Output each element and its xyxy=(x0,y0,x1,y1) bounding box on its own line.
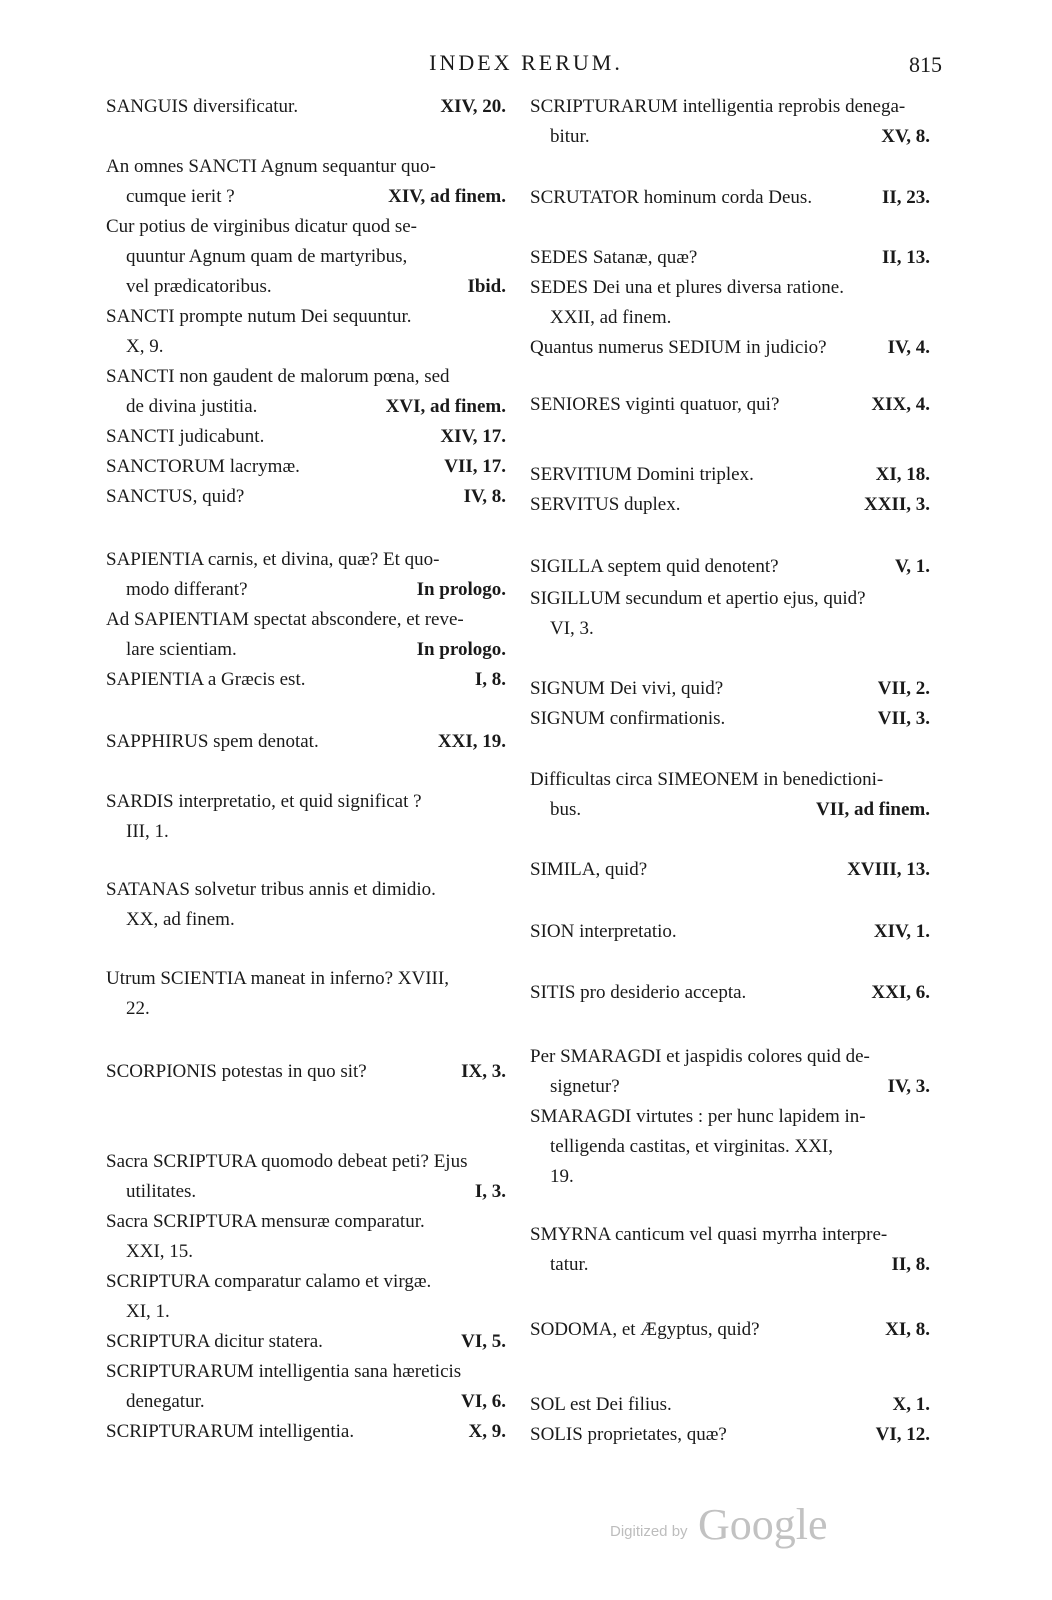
entry-text: lare scientiam. xyxy=(126,639,237,660)
entry-reference: I, 8. xyxy=(474,669,506,690)
entry-text: de divina justitia. xyxy=(126,396,258,417)
entry-text: SANCTI judicabunt. xyxy=(106,426,265,447)
entry-reference: V, 1. xyxy=(894,556,930,577)
entry-line: XXI, 15. xyxy=(126,1241,194,1262)
entry-text: SANGUIS diversificatur. xyxy=(106,96,299,117)
entry-text: SANCTORUM lacrymæ. xyxy=(106,456,300,477)
entry-reference: XIV, 20. xyxy=(440,96,506,117)
index-entry xyxy=(106,605,506,665)
entry-line: Difficultas circa SIMEONEM in benedictioni- xyxy=(530,769,884,790)
index-entry xyxy=(530,917,930,947)
entry-reference: XXI, 19. xyxy=(437,731,506,752)
index-entry xyxy=(106,152,506,212)
index-entry xyxy=(106,1357,506,1417)
entry-text: SIGNUM Dei vivi, quid? xyxy=(530,678,724,699)
entry-reference: IV, 3. xyxy=(887,1076,930,1097)
entry-line: SCRIPTURARUM intelligentia reprobis denega- xyxy=(530,96,906,117)
entry-line: Utrum SCIENTIA maneat in inferno? XVIII, xyxy=(106,968,449,989)
entry-reference: XIX, 4. xyxy=(871,394,930,415)
index-entry xyxy=(530,1390,930,1420)
entry-line xyxy=(530,490,930,520)
entry-line xyxy=(106,182,506,212)
index-entry xyxy=(106,1327,506,1357)
entry-line xyxy=(530,390,930,420)
index-entry xyxy=(106,1207,506,1267)
entry-reference: Ibid. xyxy=(467,276,506,297)
index-entry xyxy=(530,273,930,333)
entry-text: SCRUTATOR hominum corda Deus. xyxy=(530,187,813,208)
entry-line xyxy=(106,665,506,695)
entry-text: SCRIPTURA dicitur statera. xyxy=(106,1331,323,1352)
entry-line: SMARAGDI virtutes : per hunc lapidem in- xyxy=(530,1106,866,1127)
index-entry xyxy=(530,1042,930,1102)
entry-text: denegatur. xyxy=(126,1391,205,1412)
entry-text: SAPIENTIA a Græcis est. xyxy=(106,669,306,690)
entry-line: SANCTI prompte nutum Dei sequuntur. xyxy=(106,306,412,327)
index-entry xyxy=(106,545,506,605)
entry-reference: In prologo. xyxy=(416,579,506,600)
entry-line: 19. xyxy=(550,1166,574,1187)
entry-text: modo differant? xyxy=(126,579,248,600)
entry-text: Quantus numerus SEDIUM in judicio? xyxy=(530,337,827,358)
entry-reference: X, 9. xyxy=(468,1421,506,1442)
entry-reference: XXII, 3. xyxy=(864,494,930,515)
index-entry xyxy=(530,390,930,420)
entry-reference: II, 13. xyxy=(881,247,930,268)
entry-text: SAPPHIRUS spem denotat. xyxy=(106,731,319,752)
entry-line xyxy=(106,727,506,757)
index-entry xyxy=(530,584,930,644)
entry-line xyxy=(530,704,930,734)
entry-line: III, 1. xyxy=(126,821,169,842)
index-entry xyxy=(530,1220,930,1280)
entry-line xyxy=(530,1315,930,1345)
page-number: 815 xyxy=(909,52,942,77)
index-entry xyxy=(106,92,506,122)
index-entry xyxy=(530,183,930,213)
entry-line: Sacra SCRIPTURA quomodo debeat peti? Ejus xyxy=(106,1151,468,1172)
entry-line: XX, ad finem. xyxy=(126,909,235,930)
entry-line xyxy=(106,635,506,665)
entry-text: SIGNUM confirmationis. xyxy=(530,708,726,729)
entry-reference: VII, 3. xyxy=(877,708,930,729)
entry-line xyxy=(106,452,506,482)
index-entry xyxy=(106,875,506,935)
entry-line xyxy=(106,392,506,422)
entry-text: SEDES Satanæ, quæ? xyxy=(530,247,698,268)
index-entry xyxy=(530,674,930,704)
entry-line xyxy=(106,1387,506,1417)
entry-text: SERVITIUM Domini triplex. xyxy=(530,464,754,485)
entry-text: SOL est Dei filius. xyxy=(530,1394,672,1415)
entry-line: An omnes SANCTI Agnum sequantur quo- xyxy=(106,156,436,177)
entry-text: SCORPIONIS potestas in quo sit? xyxy=(106,1061,367,1082)
entry-line xyxy=(530,1420,930,1450)
entry-reference: XI, 8. xyxy=(885,1319,930,1340)
entry-reference: XVI, ad finem. xyxy=(385,396,506,417)
index-entry xyxy=(106,727,506,757)
entry-line xyxy=(106,1417,506,1447)
entry-text: utilitates. xyxy=(126,1181,197,1202)
index-entry xyxy=(530,765,930,825)
entry-text: SENIORES viginti quatuor, qui? xyxy=(530,394,780,415)
index-entry xyxy=(530,92,930,152)
entry-reference: XIV, 17. xyxy=(440,426,506,447)
entry-text: signetur? xyxy=(550,1076,620,1097)
entry-line xyxy=(530,460,930,490)
entry-line: SCRIPTURARUM intelligentia sana hæreticis xyxy=(106,1361,462,1382)
entry-text: vel prædicatoribus. xyxy=(126,276,272,297)
page-header xyxy=(0,50,1052,80)
entry-line: SMYRNA canticum vel quasi myrrha interpre- xyxy=(530,1224,888,1245)
entry-line: SCRIPTURA comparatur calamo et virgæ. xyxy=(106,1271,432,1292)
entry-text: SIMILA, quid? xyxy=(530,859,648,880)
entry-line xyxy=(530,1250,930,1280)
entry-reference: VI, 12. xyxy=(875,1424,930,1445)
index-entry xyxy=(106,482,506,512)
entry-reference: In prologo. xyxy=(416,639,506,660)
entry-reference: IV, 4. xyxy=(887,337,930,358)
entry-reference: XV, 8. xyxy=(881,126,930,147)
entry-line: X, 9. xyxy=(126,336,164,357)
entry-text: bus. xyxy=(550,799,582,820)
index-entry xyxy=(106,302,506,362)
entry-line xyxy=(106,92,506,122)
index-entry xyxy=(106,452,506,482)
entry-text: cumque ierit ? xyxy=(126,186,235,207)
entry-line: SEDES Dei una et plures diversa ratione. xyxy=(530,277,844,298)
entry-reference: VII, 2. xyxy=(877,678,930,699)
entry-reference: IV, 8. xyxy=(463,486,506,507)
entry-text: SERVITUS duplex. xyxy=(530,494,681,515)
entry-line xyxy=(106,482,506,512)
index-entry xyxy=(530,490,930,520)
entry-line xyxy=(530,917,930,947)
entry-reference: XIV, 1. xyxy=(873,921,930,942)
index-entry xyxy=(106,787,506,847)
entry-line: Sacra SCRIPTURA mensuræ comparatur. xyxy=(106,1211,425,1232)
entry-reference: VI, 6. xyxy=(461,1391,506,1412)
index-entry xyxy=(106,362,506,422)
entry-line: VI, 3. xyxy=(550,618,594,639)
index-entry xyxy=(530,855,930,885)
entry-text: SCRIPTURARUM intelligentia. xyxy=(106,1421,355,1442)
index-entry xyxy=(106,964,506,1024)
entry-reference: VI, 5. xyxy=(461,1331,506,1352)
entry-text: tatur. xyxy=(550,1254,589,1275)
entry-line: SAPIENTIA carnis, et divina, quæ? Et quo- xyxy=(106,549,440,570)
digitized-by-text: Digitized by xyxy=(610,1523,688,1540)
entry-line xyxy=(530,795,930,825)
entry-reference: XVIII, 13. xyxy=(847,859,930,880)
entry-line xyxy=(106,272,506,302)
index-entry xyxy=(530,1315,930,1345)
index-entry xyxy=(106,1267,506,1327)
entry-line xyxy=(530,1072,930,1102)
entry-line: XI, 1. xyxy=(126,1301,170,1322)
entry-line xyxy=(530,1390,930,1420)
entry-text: SIGILLA septem quid denotent? xyxy=(530,556,779,577)
entry-reference: I, 3. xyxy=(474,1181,506,1202)
entry-line: quuntur Agnum quam de martyribus, xyxy=(126,246,408,267)
index-entry xyxy=(530,552,930,582)
entry-reference: VII, 17. xyxy=(444,456,506,477)
index-entry xyxy=(106,212,506,302)
index-entry xyxy=(530,243,930,273)
entry-line xyxy=(530,978,930,1008)
entry-line: SIGILLUM secundum et apertio ejus, quid? xyxy=(530,588,866,609)
entry-reference: XIV, ad finem. xyxy=(388,186,506,207)
page-title: INDEX RERUM. xyxy=(429,50,623,75)
entry-line: SARDIS interpretatio, et quid significat ? xyxy=(106,791,422,812)
entry-line: 22. xyxy=(126,998,150,1019)
index-entry xyxy=(106,1057,506,1087)
entry-reference: II, 23. xyxy=(881,187,930,208)
entry-line xyxy=(530,674,930,704)
entry-reference: IX, 3. xyxy=(461,1061,506,1082)
entry-reference: XI, 18. xyxy=(875,464,930,485)
index-entry xyxy=(530,1420,930,1450)
entry-line xyxy=(530,122,930,152)
index-entry xyxy=(530,1102,930,1192)
entry-text: SOLIS proprietates, quæ? xyxy=(530,1424,727,1445)
entry-line: telligenda castitas, et virginitas. XXI, xyxy=(550,1136,833,1157)
entry-line xyxy=(106,1057,506,1087)
entry-reference: VII, ad finem. xyxy=(815,799,930,820)
entry-line xyxy=(530,183,930,213)
entry-text: SANCTUS, quid? xyxy=(106,486,245,507)
entry-reference: X, 1. xyxy=(892,1394,930,1415)
entry-line xyxy=(530,243,930,273)
entry-reference: XXI, 6. xyxy=(871,982,930,1003)
index-entry xyxy=(106,1147,506,1207)
entry-line: Per SMARAGDI et jaspidis colores quid de- xyxy=(530,1046,870,1067)
index-entry xyxy=(106,665,506,695)
index-entry xyxy=(530,460,930,490)
entry-line xyxy=(530,552,930,582)
entry-line: SATANAS solvetur tribus annis et dimidio. xyxy=(106,879,436,900)
entry-text: bitur. xyxy=(550,126,590,147)
index-entry xyxy=(106,1417,506,1447)
entry-line xyxy=(530,333,930,363)
index-entry xyxy=(106,422,506,452)
entry-line: Cur potius de virginibus dicatur quod se- xyxy=(106,216,418,237)
entry-line: XXII, ad finem. xyxy=(550,307,672,328)
index-entry xyxy=(530,704,930,734)
index-entry xyxy=(530,333,930,363)
entry-line xyxy=(106,1177,506,1207)
digitization-watermark xyxy=(600,1500,860,1555)
index-entry xyxy=(530,978,930,1008)
entry-line xyxy=(530,855,930,885)
entry-line xyxy=(106,1327,506,1357)
google-logo: Google xyxy=(698,1500,828,1549)
entry-line: Ad SAPIENTIAM spectat abscondere, et reve- xyxy=(106,609,464,630)
entry-text: SITIS pro desiderio accepta. xyxy=(530,982,747,1003)
entry-line xyxy=(106,575,506,605)
entry-text: SION interpretatio. xyxy=(530,921,677,942)
entry-text: SODOMA, et Ægyptus, quid? xyxy=(530,1319,760,1340)
entry-reference: II, 8. xyxy=(891,1254,930,1275)
entry-line: SANCTI non gaudent de malorum pœna, sed xyxy=(106,366,450,387)
entry-line xyxy=(106,422,506,452)
